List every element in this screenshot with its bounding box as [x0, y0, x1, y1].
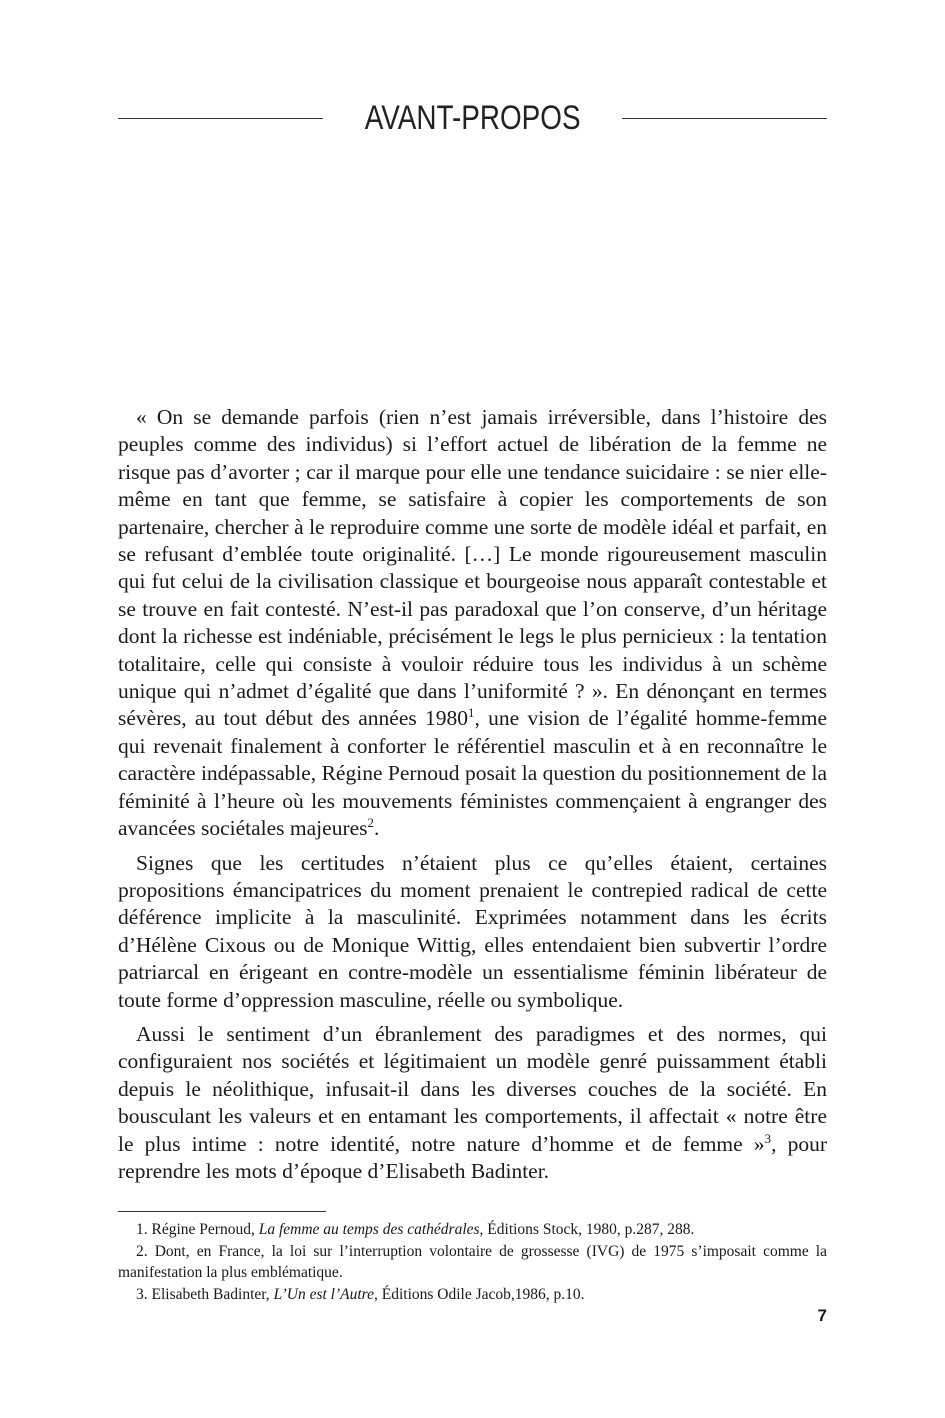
footnote: [118, 1284, 827, 1305]
text-run: , une vision de l’égalité homme-femme qui revenait finalement à conforter le référentiel masculin et à en reconnaître le caractère indépassable, Régine Pernoud posait la question du positionnement de la féminité à l’heure où les mouvements féministes commençaient à engranger des avancées sociétales majeures: [118, 706, 827, 841]
footnote-ref: 1: [468, 706, 475, 721]
text-run: Aussi le sentiment d’un ébranlement des paradigmes et des normes, qui configuraient nos sociétés et légitimaient un modèle genré puissamment établi depuis le néolithique, infusait-il dans les diverses couches de la société. En bousculant les valeurs et en entamant les comportements, il affectait « notre être le plus intime : notre identité, notre nature d’homme et de femme »: [118, 1021, 827, 1156]
chapter-title: AVANT-PROPOS: [364, 98, 581, 137]
text-run: , pour reprendre les mots d’époque d’Elisabeth Badinter.: [118, 1131, 827, 1183]
footnotes: [118, 1219, 827, 1306]
italic-title: La femme au temps des cathédrales: [258, 1221, 480, 1238]
text-run: 2. Dont, en France, la loi sur l’interruption volontaire de grossesse (IVG) de 1975 s’imposait comme la manifestation la plus emblématique.: [118, 1243, 827, 1281]
paragraph: [118, 850, 827, 1014]
header-rule-right: [622, 118, 827, 119]
text-run: .: [373, 816, 380, 841]
footnote-ref: 3: [764, 1131, 772, 1146]
footnote-separator: [118, 1211, 326, 1212]
italic-title: L’Un est l’Autre: [273, 1286, 375, 1303]
text-run: , Éditions Odile Jacob,1986, p.10.: [374, 1286, 585, 1303]
header-rule-left: [118, 118, 323, 119]
page-number: 7: [817, 1306, 827, 1325]
chapter-header: [118, 92, 827, 144]
text-run: Signes que les certitudes n’étaient plus ce qu’elles étaient, certaines propositions émancipatrices du moment prenaient le contrepied radical de cette déférence implicite à la masculinité. Exprimées notamment dans les écrits d’Hélène Cixous ou de Monique Wittig, elles entendaient bien subvertir l’ordre patriarcal en érigeant en contre-modèle un essentialisme féminin libérateur de toute forme d’oppression masculine, réelle ou symbolique.: [118, 850, 827, 1012]
text-run: , Éditions Stock, 1980, p.287, 288.: [479, 1221, 695, 1238]
paragraph: [118, 1021, 827, 1185]
footnote: [118, 1219, 827, 1240]
paragraph: [118, 404, 827, 843]
footnote: [118, 1241, 827, 1283]
footnote-ref: 2: [367, 815, 374, 830]
text-run: 3. Elisabeth Badinter,: [136, 1286, 274, 1303]
body-text: [118, 404, 827, 1192]
text-run: 1. Régine Pernoud,: [136, 1221, 259, 1238]
text-run: « On se demande parfois (rien n’est jamais irréversible, dans l’histoire des peuples comme des individus) si l’effort actuel de libération de la femme ne risque pas d’avorter ; car il marque pour elle une tendance suicidaire : se nier elle-même en tant que femme, se satisfaire à copier les comportements de son partenaire, chercher à le reproduire comme une sorte de modèle idéal et parfait, en se refusant d’emblée toute originalité. […] Le monde rigoureusement masculin qui fut celui de la civilisation classique et bourgeoise nous apparaît contestable et se trouve en fait contesté. N’est-il pas paradoxal que l’on conserve, d’un héritage dont la richesse est indéniable, précisément le legs le plus pernicieux : la tentation totalitaire, celle qui consiste à vouloir réduire tous les individus à un schème unique qui n’admet d’égalité que dans l’uniformité ? ». En dénonçant en termes sévères, au tout début des années 1980: [118, 405, 827, 731]
